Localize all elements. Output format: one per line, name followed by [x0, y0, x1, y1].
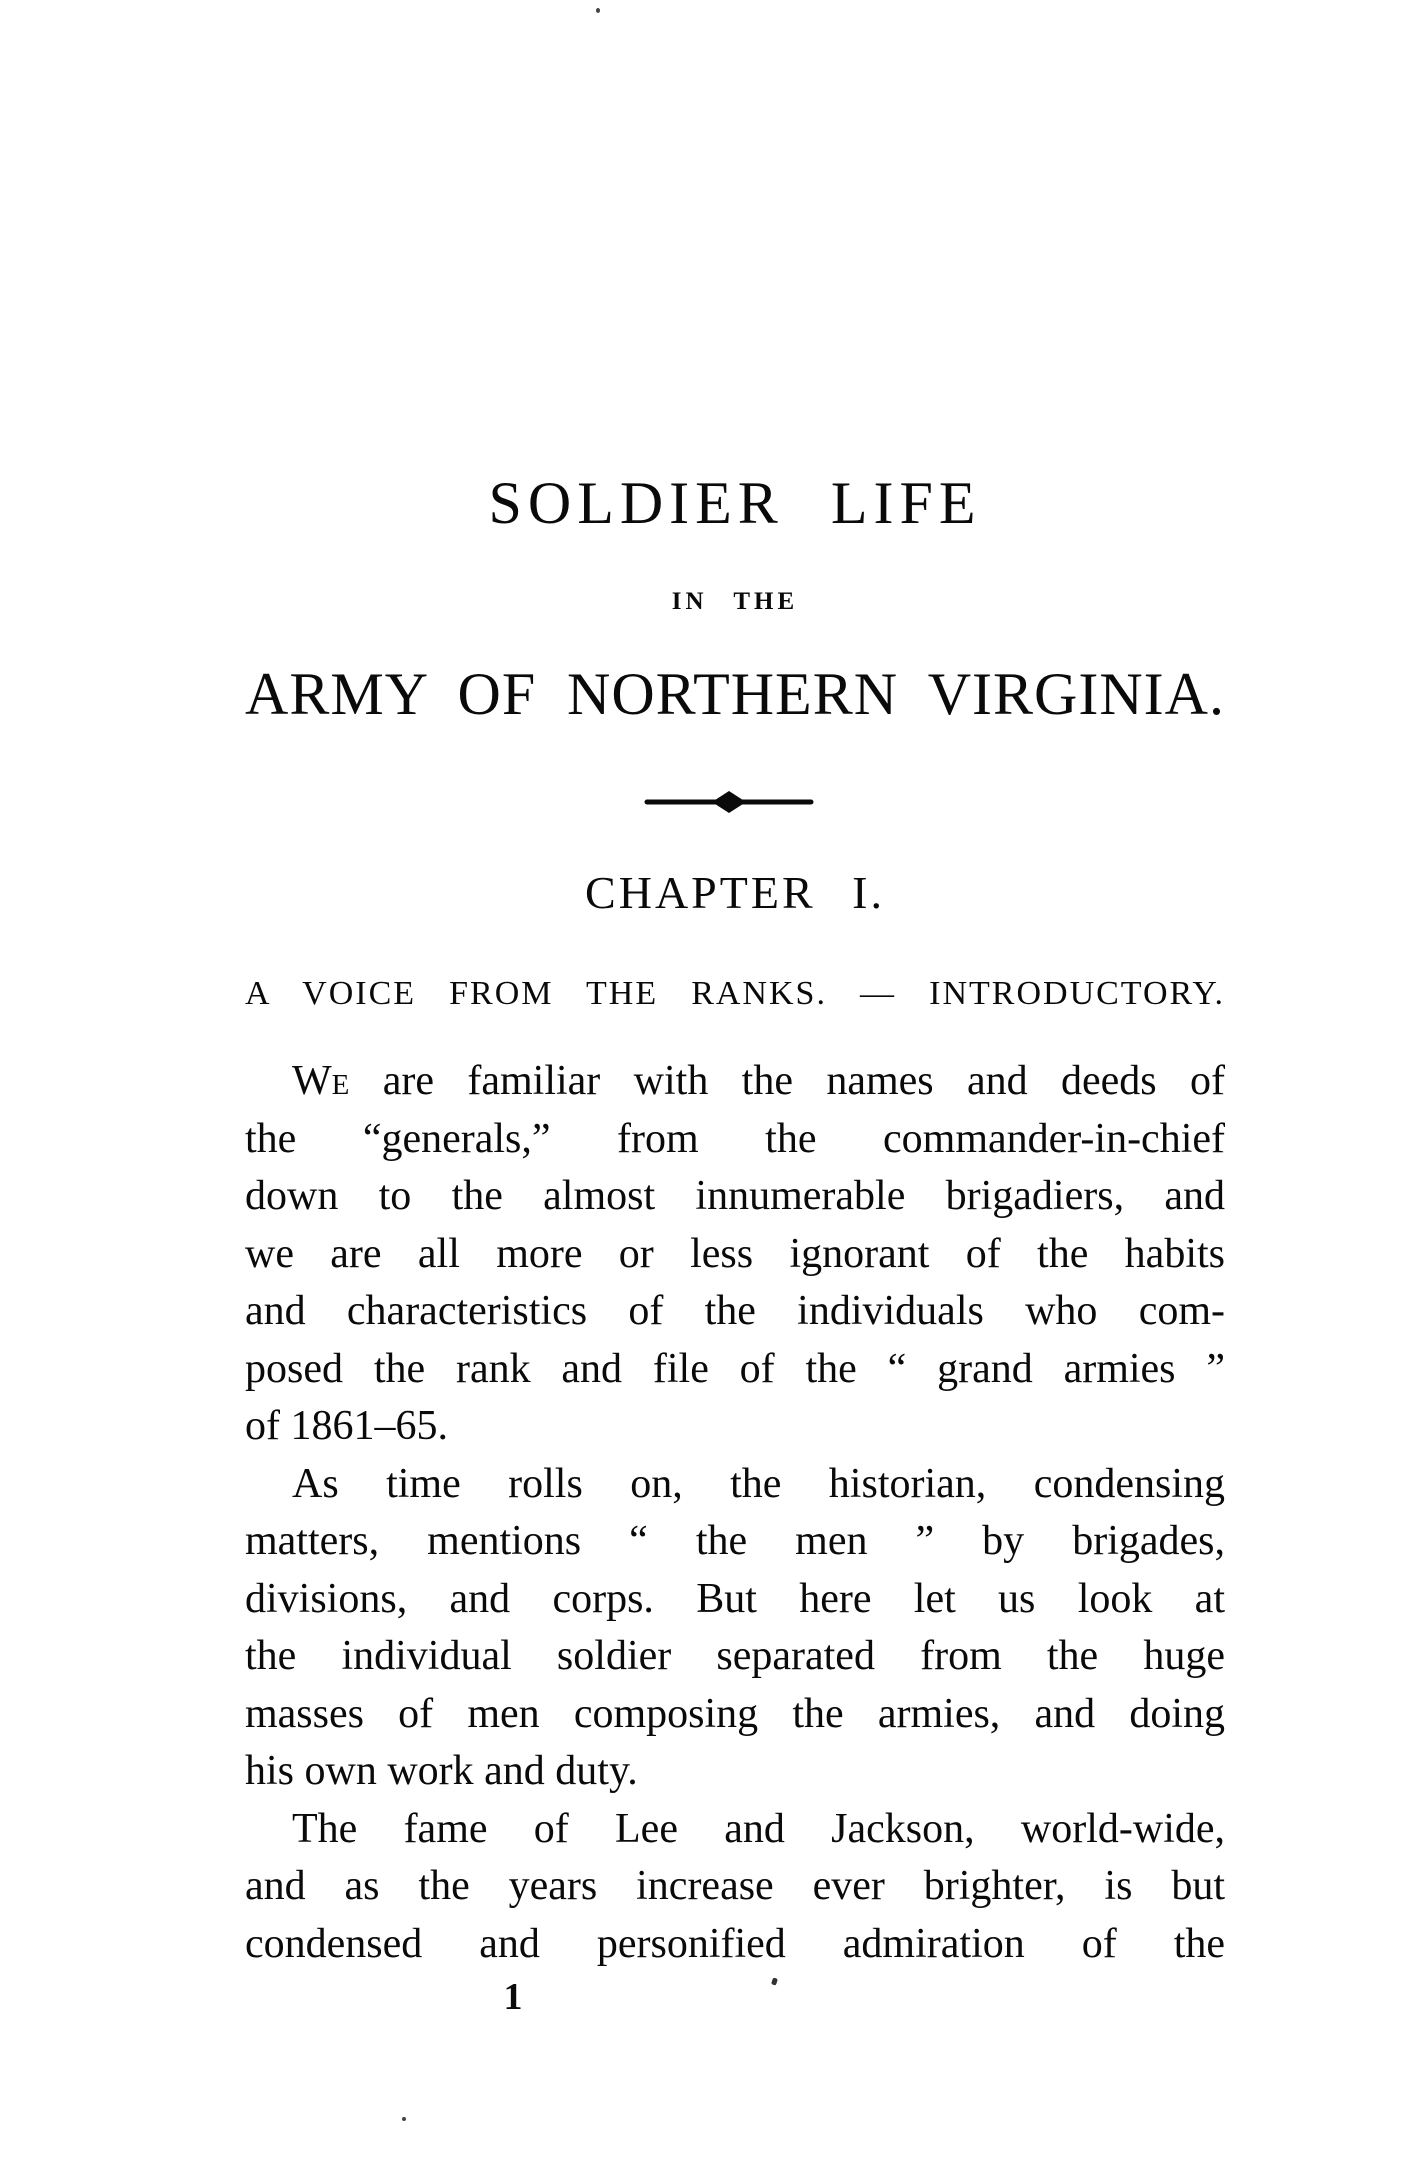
book-title: ARMY OF NORTHERN VIRGINIA.: [245, 661, 1225, 727]
body-line: his own work and duty.: [245, 1748, 638, 1794]
body-text: [245, 1053, 1225, 1973]
section-heading: A VOICE FROM THE RANKS. — INTRODUCTORY.: [245, 975, 1225, 1012]
scan-speck: [402, 2117, 406, 2121]
body-line: down to the almost innumerable brigadiers, and: [245, 1173, 1225, 1219]
body-line: As time rolls on, the historian, condensing: [292, 1460, 1225, 1507]
body-line: the individual soldier separated from the huge: [245, 1633, 1225, 1679]
divider-rule-with-diamond-icon: [644, 789, 814, 815]
body-line: The fame of Lee and Jackson, world-wide,: [292, 1805, 1225, 1852]
page-number: 1: [503, 1976, 523, 2018]
chapter-heading: CHAPTER I.: [585, 867, 885, 918]
body-line: We are familiar with the names and deeds of: [292, 1058, 1225, 1104]
body-line: posed the rank and file of the “ grand armies ”: [245, 1345, 1225, 1392]
scan-speck: [596, 8, 600, 13]
body-line: matters, mentions “ the men ” by brigades,: [245, 1518, 1225, 1564]
body-line: masses of men composing the armies, and doing: [245, 1690, 1225, 1737]
body-line: the “generals,” from the commander-in-chief: [245, 1115, 1225, 1162]
ornament-divider: [644, 789, 814, 820]
body-line: divisions, and corps. But here let us look at: [245, 1575, 1225, 1622]
body-line: and characteristics of the individuals who com-: [245, 1288, 1225, 1334]
series-connector: IN THE: [671, 588, 799, 615]
body-line: we are all more or less ignorant of the habits: [245, 1230, 1225, 1277]
small-caps-lead: We: [292, 1058, 350, 1104]
body-line: and as the years increase ever brighter, is but: [245, 1863, 1225, 1909]
series-title: SOLDIER LIFE: [488, 470, 982, 536]
scan-speck: [771, 1977, 778, 1985]
body-line: of 1861–65.: [245, 1403, 448, 1449]
body-line: condensed and personified admiration of the: [245, 1920, 1225, 1967]
